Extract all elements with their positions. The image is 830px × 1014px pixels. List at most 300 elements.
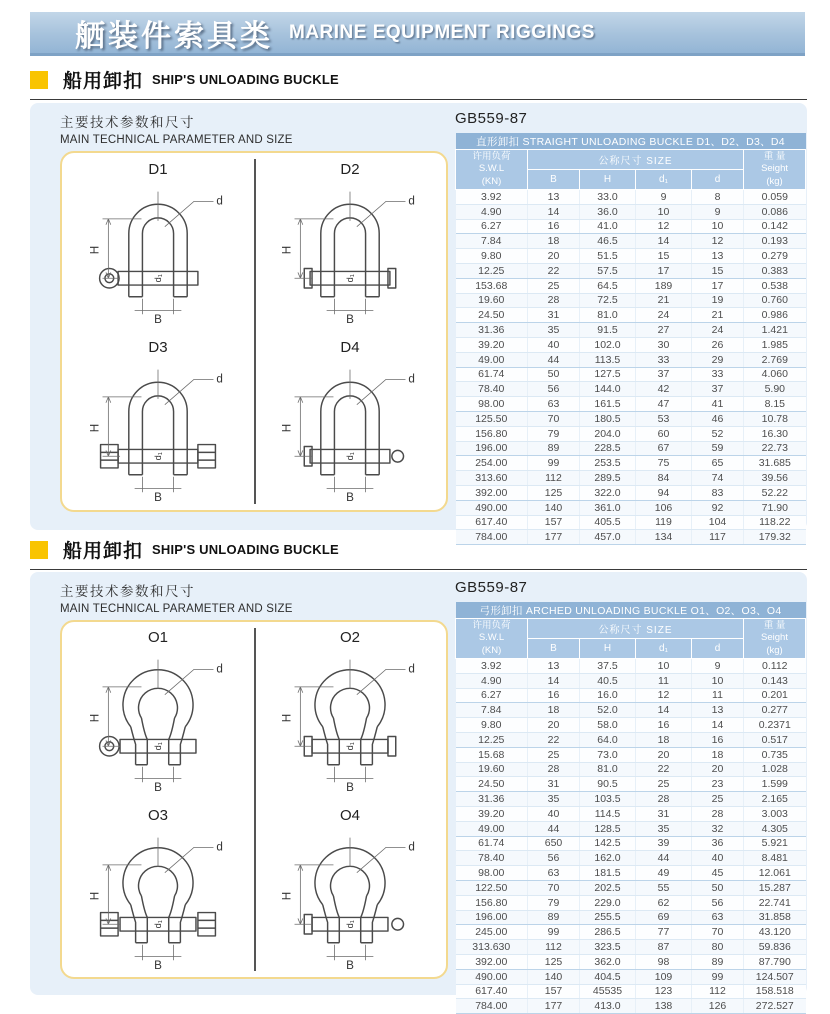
table-cell: 60 [636,426,692,441]
table-cell: 37 [692,382,744,397]
svg-text:d₁: d₁ [152,742,163,751]
table-cell: 22.741 [744,895,806,910]
diagram-d3 [62,332,254,511]
table-row [456,411,806,426]
table-cell: 45 [692,866,744,881]
table-row [456,821,806,836]
table-cell: 196.00 [456,910,528,925]
svg-text:B: B [346,312,354,326]
table-cell: 161.5 [580,397,636,412]
section-title-zh: 船用卸扣 [63,71,144,92]
table-cell: 196.00 [456,441,528,456]
table-cell: 153.68 [456,278,528,293]
table-cell: 0.059 [744,190,806,205]
svg-text:B: B [154,958,162,972]
standard-code: GB559-87 [455,579,528,596]
d-shackle-flush-pin-drawing [266,178,434,324]
table-cell: 392.00 [456,485,528,500]
table-cell: 36.0 [580,204,636,219]
table-cell: 14 [528,673,580,688]
table-cell: 31.36 [456,792,528,807]
table-cell: 125.50 [456,411,528,426]
table-cell: 46.5 [580,234,636,249]
yellow-square-icon [30,71,48,89]
table-cell: 53 [636,411,692,426]
table-cell: 16 [528,688,580,703]
table-cell: 46 [692,411,744,426]
bow-shackle-flush-pin-drawing [266,646,434,795]
table-cell: 24.50 [456,777,528,792]
col-header-weight: 重 量 Seight (kg) [744,619,806,659]
table-cell: 51.5 [580,249,636,264]
table-cell: 16 [528,219,580,234]
table-cell: 114.5 [580,806,636,821]
table-cell: 52.22 [744,485,806,500]
table-cell: 50 [528,367,580,382]
table-cell: 124.507 [744,969,806,984]
table-cell: 49 [636,866,692,881]
table-cell: 14 [636,234,692,249]
param-label-zh: 主要技术参数和尺寸 [60,584,195,599]
table-cell: 0.277 [744,703,806,718]
table-row [456,940,806,955]
table-cell: 8 [692,190,744,205]
table-cell: 8.481 [744,851,806,866]
table-cell: 7.84 [456,234,528,249]
table-row [456,308,806,323]
table-cell: 79 [528,895,580,910]
table-cell: 16.30 [744,426,806,441]
table-cell: 13 [692,703,744,718]
table-cell: 39.20 [456,337,528,352]
section-heading-arched [30,536,807,570]
table-cell: 140 [528,500,580,515]
svg-text:B: B [154,491,162,505]
svg-text:B: B [346,781,354,795]
table-cell: 4.90 [456,673,528,688]
col-header-d: d [692,170,744,190]
table-cell: 10 [692,673,744,688]
table-row [456,792,806,807]
table-cell: 24 [636,308,692,323]
table-cell: 18 [528,703,580,718]
table-cell: 229.0 [580,895,636,910]
table-cell: 31 [528,777,580,792]
table-row [456,485,806,500]
table-cell: 4.90 [456,204,528,219]
bow-shackle-cotter-pin-drawing [266,824,434,970]
table-cell: 73.0 [580,747,636,762]
table-cell: 71.90 [744,500,806,515]
table-cell: 16 [636,718,692,733]
table-row [456,895,806,910]
table-row [456,999,806,1014]
param-label [60,111,293,146]
table-cell: 58.0 [580,718,636,733]
table-cell: 22 [528,263,580,278]
diagram-caption: D2 [340,160,360,178]
table-cell: 112 [528,940,580,955]
table-cell: 0.201 [744,688,806,703]
diagram-box-arched [60,620,448,979]
section-title-en: SHIP'S UNLOADING BUCKLE [152,72,339,87]
table-cell: 0.193 [744,234,806,249]
table-cell: 65 [692,456,744,471]
table-cell: 35 [528,323,580,338]
standard-code: GB559-87 [455,110,528,127]
svg-text:H: H [280,424,294,433]
table-cell: 180.5 [580,411,636,426]
table-cell: 11 [692,688,744,703]
table-cell: 22.73 [744,441,806,456]
table-cell: 112 [692,984,744,999]
table-cell: 33 [692,367,744,382]
svg-text:d: d [408,194,415,208]
table-cell: 29 [692,352,744,367]
table-cell: 14 [636,703,692,718]
diagram-o2 [254,622,446,800]
table-cell: 140 [528,969,580,984]
table-cell: 7.84 [456,703,528,718]
svg-text:H: H [280,891,294,900]
table-cell: 177 [528,999,580,1014]
table-cell: 20 [692,762,744,777]
table-row [456,249,806,264]
table-cell: 44 [528,352,580,367]
table-row [456,456,806,471]
table-cell: 126 [692,999,744,1014]
table-cell: 26 [692,337,744,352]
table-cell: 19 [692,293,744,308]
param-label-en: MAIN TECHNICAL PARAMETER AND SIZE [60,603,293,615]
table-cell: 0.279 [744,249,806,264]
diagram-caption: O3 [147,806,168,824]
table-cell: 63 [528,866,580,881]
d-shackle-eye-pin-drawing [74,178,242,324]
table-cell: 413.0 [580,999,636,1014]
svg-text:d: d [216,662,223,676]
table-cell: 32 [692,821,744,836]
table-cell: 228.5 [580,441,636,456]
table-cell: 47 [636,397,692,412]
svg-text:H: H [88,424,102,433]
table-cell: 286.5 [580,925,636,940]
table-cell: 98.00 [456,866,528,881]
table-cell: 14 [692,718,744,733]
table-cell: 122.50 [456,880,528,895]
table-cell: 289.5 [580,471,636,486]
table-cell: 10.78 [744,411,806,426]
table-cell: 118.22 [744,515,806,530]
table-cell: 157 [528,515,580,530]
svg-text:H: H [88,891,102,900]
table-cell: 8.15 [744,397,806,412]
table-cell: 204.0 [580,426,636,441]
table-cell: 12 [636,688,692,703]
table-cell: 11 [636,673,692,688]
diagram-d2 [254,153,446,332]
table-cell: 255.5 [580,910,636,925]
table-cell: 52.0 [580,703,636,718]
table-cell: 4.305 [744,821,806,836]
table-cell: 31.858 [744,910,806,925]
table-row [456,263,806,278]
table-cell: 31.685 [744,456,806,471]
table-cell: 55 [636,880,692,895]
table-row [456,806,806,821]
table-cell: 20 [636,747,692,762]
table-cell: 158.518 [744,984,806,999]
table-cell: 13 [692,249,744,264]
table-cell: 15.287 [744,880,806,895]
diagram-d4 [254,332,446,511]
table-cell: 19.60 [456,762,528,777]
table-cell: 18 [636,732,692,747]
svg-text:B: B [154,312,162,326]
table-cell: 56 [528,851,580,866]
svg-text:d₁: d₁ [152,919,163,929]
table-cell: 52 [692,426,744,441]
table-cell: 322.0 [580,485,636,500]
table-cell: 12 [692,234,744,249]
table-banner: 直形卸扣 STRAIGHT UNLOADING BUCKLE D1、D2、D3、D4 [456,133,806,150]
table-cell: 17 [692,278,744,293]
table-row [456,382,806,397]
table-row [456,471,806,486]
table-cell: 106 [636,500,692,515]
table-cell: 123 [636,984,692,999]
table-cell: 79 [528,426,580,441]
table-cell: 323.5 [580,940,636,955]
table-row [456,515,806,530]
col-header-h: H [580,170,636,190]
table-cell: 89 [692,954,744,969]
col-header-size: 公称尺寸 SIZE [528,150,744,170]
table-cell: 25 [636,777,692,792]
table-cell: 6.27 [456,688,528,703]
table-cell: 144.0 [580,382,636,397]
table-cell: 94 [636,485,692,500]
table-cell: 30 [636,337,692,352]
spec-table-straight [455,133,806,545]
table-cell: 112 [528,471,580,486]
diagram-o1 [62,622,254,800]
table-cell: 189 [636,278,692,293]
table-cell: 78.40 [456,851,528,866]
table-cell: 361.0 [580,500,636,515]
table-cell: 81.0 [580,762,636,777]
table-cell: 18 [528,234,580,249]
diagram-caption: O4 [339,806,360,824]
table-cell: 0.142 [744,219,806,234]
table-row [456,851,806,866]
table-cell: 19.60 [456,293,528,308]
section-panel-arched [30,572,807,1013]
table-cell: 784.00 [456,999,528,1014]
table-cell: 87.790 [744,954,806,969]
d-shackle-bolt-nut-drawing [74,356,242,505]
table-cell: 0.383 [744,263,806,278]
table-row [456,426,806,441]
table-cell: 63 [528,397,580,412]
table-cell: 5.90 [744,382,806,397]
col-header-swl: 许用负荷 S.W.L (KN) [456,150,528,190]
svg-text:d₁: d₁ [152,273,163,283]
table-cell: 179.32 [744,530,806,545]
table-cell: 28 [528,762,580,777]
table-row [456,718,806,733]
table-cell: 49.00 [456,821,528,836]
page-title-zh: 舾装件索具类 [75,19,273,53]
table-cell: 64.0 [580,732,636,747]
table-cell: 39.56 [744,471,806,486]
table-cell: 125 [528,485,580,500]
table-cell: 157 [528,984,580,999]
table-cell: 21 [692,308,744,323]
table-cell: 12 [636,219,692,234]
table-cell: 56 [528,382,580,397]
table-cell: 457.0 [580,530,636,545]
table-cell: 12.25 [456,732,528,747]
table-cell: 35 [528,792,580,807]
svg-text:d₁: d₁ [344,742,355,751]
table-cell: 0.986 [744,308,806,323]
svg-text:d: d [216,194,223,208]
table-cell: 14 [528,204,580,219]
table-cell: 16 [692,732,744,747]
table-row [456,441,806,456]
table-cell: 0.760 [744,293,806,308]
table-cell: 0.735 [744,747,806,762]
section-title-en: SHIP'S UNLOADING BUCKLE [152,542,339,557]
section-panel-straight [30,103,807,544]
table-row [456,925,806,940]
table-cell: 0.086 [744,204,806,219]
table-cell: 28 [528,293,580,308]
table-cell: 617.40 [456,515,528,530]
col-header-h: H [580,639,636,659]
table-cell: 15 [692,263,744,278]
diagram-caption: O1 [147,629,168,647]
table-cell: 72.5 [580,293,636,308]
table-cell: 0.538 [744,278,806,293]
table-cell: 10 [636,659,692,674]
table-cell: 22 [636,762,692,777]
table-cell: 156.80 [456,895,528,910]
table-cell: 31.36 [456,323,528,338]
table-cell: 1.028 [744,762,806,777]
table-cell: 89 [528,910,580,925]
table-cell: 245.00 [456,925,528,940]
table-cell: 36 [692,836,744,851]
table-cell: 490.00 [456,500,528,515]
table-row [456,866,806,881]
table-cell: 404.5 [580,969,636,984]
table-cell: 138 [636,999,692,1014]
table-cell: 39.20 [456,806,528,821]
table-cell: 362.0 [580,954,636,969]
table-row [456,323,806,338]
table-cell: 63 [692,910,744,925]
svg-text:d₁: d₁ [344,919,355,929]
table-cell: 113.5 [580,352,636,367]
table-cell: 40 [528,806,580,821]
table-cell: 28 [636,792,692,807]
table-row [456,954,806,969]
param-label [60,580,293,615]
table-cell: 33.0 [580,190,636,205]
diagram-caption: D4 [340,339,360,357]
table-cell: 1.421 [744,323,806,338]
col-header-d: d [692,639,744,659]
table-cell: 31 [636,806,692,821]
table-cell: 104 [692,515,744,530]
table-cell: 24 [692,323,744,338]
table-cell: 272.527 [744,999,806,1014]
table-row [456,659,806,674]
table-cell: 162.0 [580,851,636,866]
table-row [456,732,806,747]
table-row [456,880,806,895]
bow-shackle-bolt-nut-drawing [74,824,242,970]
table-cell: 61.74 [456,836,528,851]
svg-text:d₁: d₁ [344,452,355,461]
table-cell: 20 [528,249,580,264]
param-label-en: MAIN TECHNICAL PARAMETER AND SIZE [60,134,293,146]
table-cell: 2.165 [744,792,806,807]
table-cell: 40.5 [580,673,636,688]
table-cell: 57.5 [580,263,636,278]
svg-text:B: B [154,781,162,795]
table-row [456,397,806,412]
table-cell: 98 [636,954,692,969]
svg-text:B: B [346,491,354,505]
table-cell: 102.0 [580,337,636,352]
table-cell: 25 [528,747,580,762]
table-cell: 70 [692,925,744,940]
table-cell: 9 [636,190,692,205]
table-cell: 83 [692,485,744,500]
table-cell: 1.599 [744,777,806,792]
table-cell: 16.0 [580,688,636,703]
table-cell: 35 [636,821,692,836]
svg-text:H: H [88,714,102,723]
table-cell: 0.2371 [744,718,806,733]
table-cell: 77 [636,925,692,940]
table-row [456,190,806,205]
section-heading-straight [30,66,807,100]
table-cell: 17 [636,263,692,278]
table-cell: 90.5 [580,777,636,792]
table-cell: 37.5 [580,659,636,674]
table-cell: 3.92 [456,190,528,205]
table-row [456,910,806,925]
table-cell: 39 [636,836,692,851]
diagram-o3 [62,800,254,978]
svg-text:d: d [408,372,415,386]
table-cell: 5.921 [744,836,806,851]
table-cell: 91.5 [580,323,636,338]
table-cell: 27 [636,323,692,338]
section-title-zh: 船用卸扣 [63,541,144,562]
col-header-weight: 重 量 Seight (kg) [744,150,806,190]
table-cell: 3.003 [744,806,806,821]
table-cell: 202.5 [580,880,636,895]
table-cell: 13 [528,190,580,205]
svg-text:d: d [408,840,415,854]
table-cell: 49.00 [456,352,528,367]
table-cell: 0.143 [744,673,806,688]
